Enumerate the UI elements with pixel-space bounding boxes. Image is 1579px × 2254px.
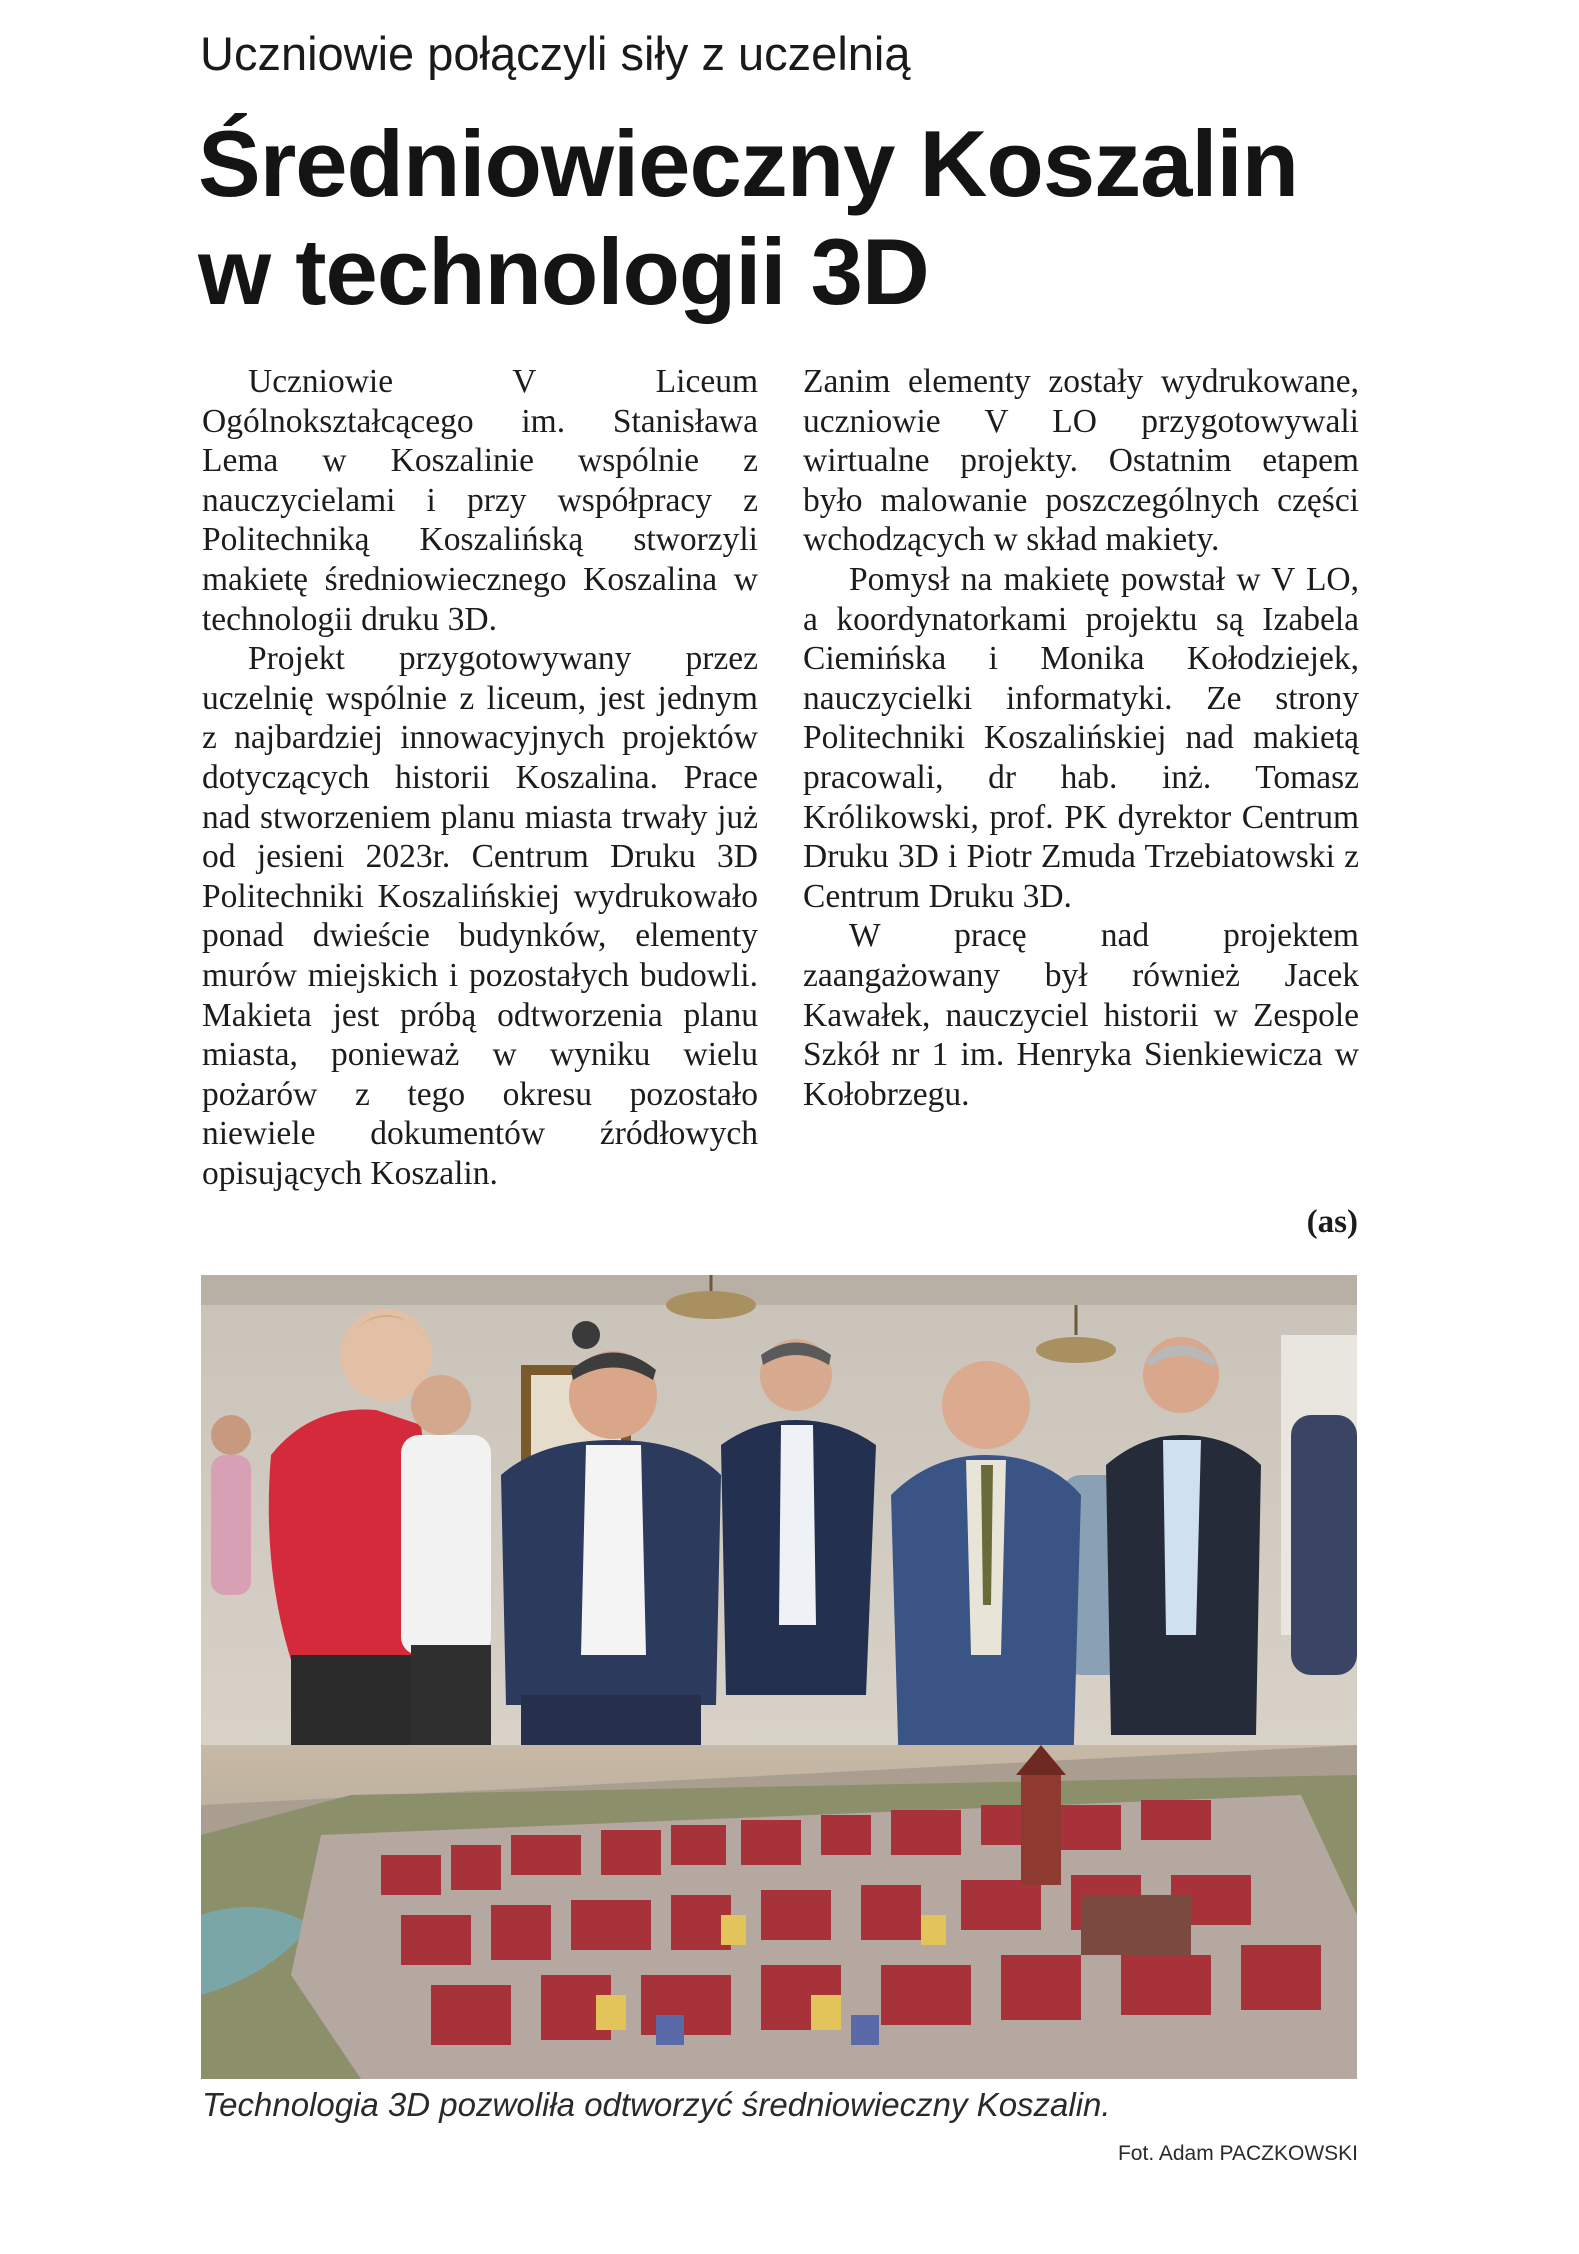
paragraph-contributor: W pracę nad projektem zaangażowany był również Jacek Kawałek, nauczyciel historii w Zespole Szkół nr 1 im. Henryka Sienkiewicza w Kołobrzegu. — [803, 917, 1359, 1113]
city-model — [201, 1745, 1357, 2079]
paragraph-continuation: Zanim elementy zostały wydrukowane, uczniowie V LO przygotowywali wirtualne projekty. Ostatnim etapem było malowanie poszczególnych części wchodzących w skład makiety. — [803, 363, 1359, 559]
paragraph-coordinators: Pomysł na makietę powstał w V LO, a koordynatorkami projektu są Izabela Ciemińska i Monika Kołodziejek, nauczycielki informatyki. Ze strony Politechniki Koszalińskiej nad makietą pracowali, dr hab. inż. Tomasz Królikowski, prof. PK dyrektor Centrum Druku 3D i Piotr Zmuda Trzebiatowski z Centrum Druku 3D. — [803, 560, 1359, 915]
church-tower-icon — [1016, 1745, 1066, 1885]
paragraph-project: Projekt przygotowywany przez uczelnię wspólnie z liceum, jest jednym z najbardziej innowacyjnych projektów dotyczących historii Koszalina. Prace nad stworzeniem planu miasta trwały już od jesieni 2023r. Centrum Druku 3D Politechniki Koszalińskiej wydrukowało ponad dwieście budynków, elementy murów miejskich i pozostałych budowli. Makieta jest próbą odtworzenia planu miasta, ponieważ w wyniku wielu pożarów z tego okresu pozostało niewiele dokumentów źródłowych opisujących Koszalin. — [202, 640, 758, 1192]
left-text-column — [202, 362, 758, 1193]
photo-caption: Technologia 3D pozwoliła odtworzyć średniowieczny Koszalin. — [202, 2086, 1111, 2123]
article-headline — [198, 110, 1358, 326]
article-photo — [201, 1275, 1357, 2079]
right-text-column — [803, 362, 1359, 1114]
article-kicker: Uczniowie połączyli siły z uczelnią — [200, 27, 911, 80]
photo-illustration — [201, 1275, 1357, 2079]
headline-line-2: w technologii 3D — [198, 219, 929, 324]
headline-line-1: Średniowieczny Koszalin — [198, 111, 1299, 216]
author-signature: (as) — [1306, 1204, 1358, 1240]
paragraph-intro: Uczniowie V Liceum Ogólnokształcącego im. Stanisława Lema w Koszalinie wspólnie z nauczycielami i przy współpracy z Politechniką Koszalińską stworzyli makietę średniowiecznego Koszalina w technologii druku 3D. — [202, 363, 758, 638]
photo-credit: Fot. Adam PACZKOWSKI — [1117, 2142, 1358, 2165]
